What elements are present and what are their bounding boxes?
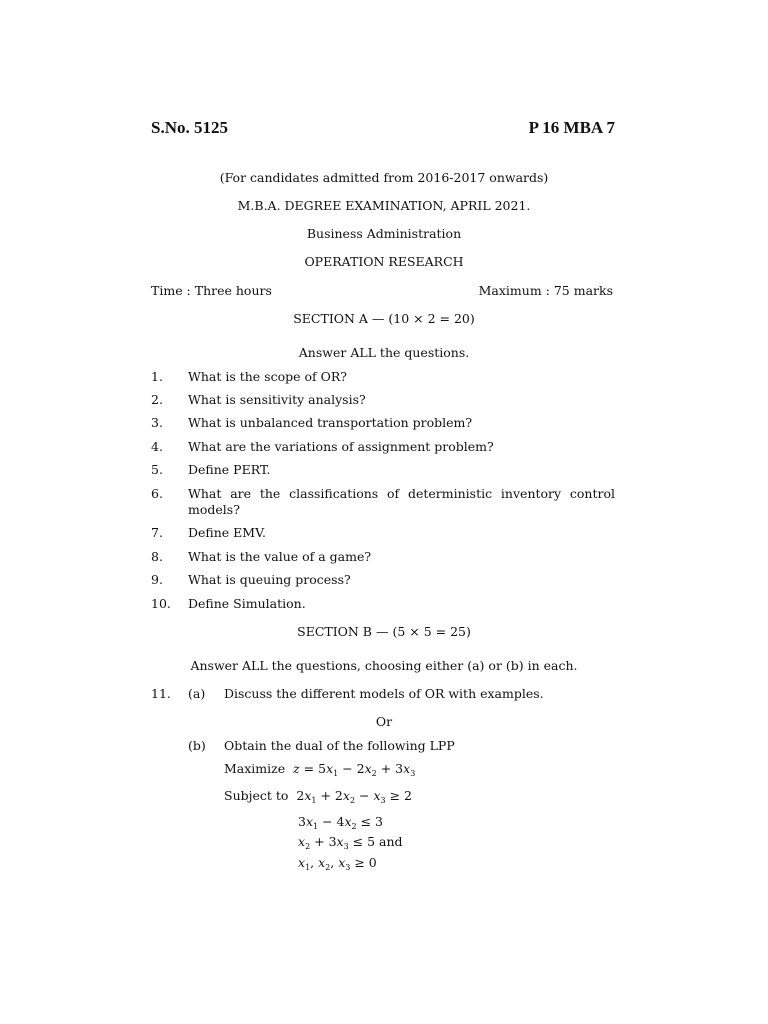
exam-title: M.B.A. DEGREE EXAMINATION, APRIL 2021. [237, 198, 531, 213]
question-text: What is sensitivity analysis? [188, 392, 366, 407]
objective-function: $z = 5x_1 - 2x_2 + 3x_3$ [293, 761, 416, 778]
maximize-label: Maximize [224, 761, 286, 776]
question-number: 8. [151, 549, 163, 564]
question-text: What is the scope of OR? [188, 369, 347, 384]
question-number: 1. [151, 369, 163, 384]
serial-number: S.No. 5125 [151, 118, 228, 137]
question-text: Define EMV. [188, 525, 266, 540]
question-text: Define Simulation. [188, 596, 306, 611]
question-number: 5. [151, 462, 163, 477]
question-number: 6. [151, 486, 163, 501]
option-b-text: Obtain the dual of the following LPP [224, 738, 455, 753]
question-text: What is the value of a game? [188, 549, 372, 564]
question-number: 9. [151, 572, 163, 587]
subject-to-label: Subject to [224, 788, 289, 803]
option-b-label: (b) [188, 738, 206, 753]
constraint-line-1 [224, 788, 412, 805]
and-word: and [379, 834, 403, 849]
question-number: 10. [151, 596, 171, 611]
paper-code: P 16 MBA 7 [528, 118, 615, 137]
constraint-1: $2x_1 + 2x_2 - x_3 \ge 2$ [292, 788, 412, 805]
subject-area: Business Administration [306, 226, 462, 241]
question-number: 3. [151, 415, 163, 430]
question-text: What is queuing process? [188, 572, 351, 587]
question-text: Define PERT. [188, 462, 271, 477]
constraint-2: $3x_1 - 4x_2 \le 3$ [298, 814, 384, 831]
constraint-3: $x_2 + 3x_3 \le 5$ and [298, 834, 403, 851]
question-text: What are the variations of assignment problem? [188, 439, 494, 454]
option-a-text: Discuss the different models of OR with examples. [224, 686, 544, 701]
question-number: 4. [151, 439, 163, 454]
section-a-title: SECTION A — (10 × 2 = 20) [293, 311, 475, 326]
time-allowed: Time : Three hours [151, 283, 272, 298]
paper-title: OPERATION RESEARCH [304, 254, 464, 269]
section-b-title: SECTION B — (5 × 5 = 25) [297, 624, 471, 639]
section-b-instruction: Answer ALL the questions, choosing either (a) or (b) in each. [190, 658, 578, 673]
question-text: What is unbalanced transportation problem? [188, 415, 473, 430]
section-a-instruction: Answer ALL the questions. [298, 345, 470, 360]
question-number: 11. [151, 686, 171, 701]
admission-note: (For candidates admitted from 2016-2017 onwards) [219, 170, 549, 185]
non-negativity-constraint: $x_1$, $x_2$, $x_3 \ge 0$ [298, 855, 377, 872]
question-text: What are the classifications of deterministic inventory control models? [188, 486, 615, 517]
question-number: 2. [151, 392, 163, 407]
or-separator: Or [375, 714, 393, 729]
objective-line [224, 761, 415, 778]
option-a-label: (a) [188, 686, 206, 701]
question-number: 7. [151, 525, 163, 540]
maximum-marks: Maximum : 75 marks [478, 283, 613, 298]
